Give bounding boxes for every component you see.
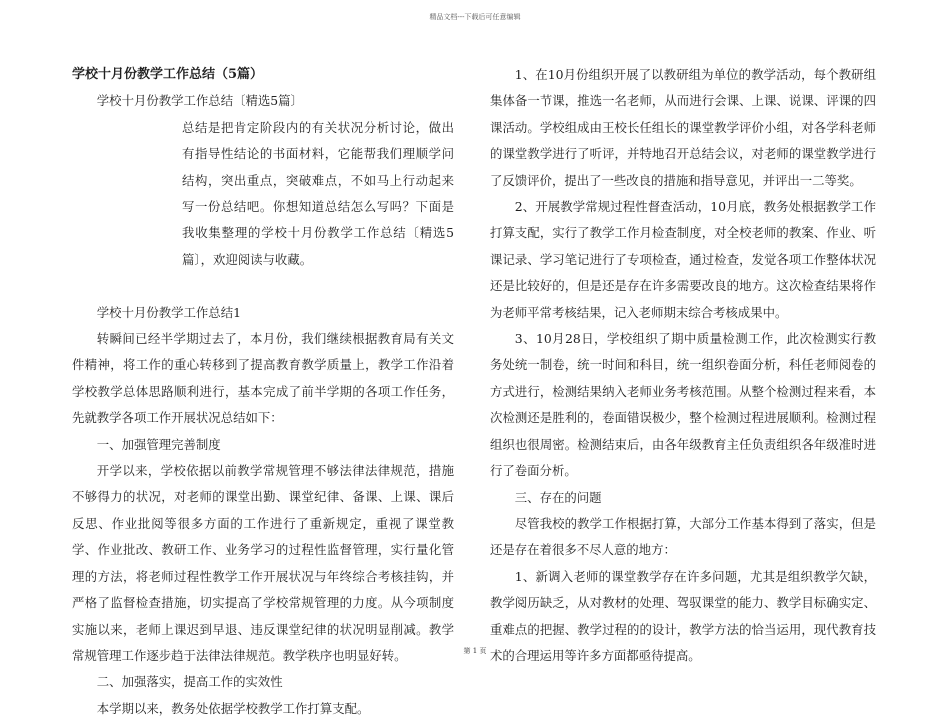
paragraph: 尽管我校的教学工作根据打算，大部分工作基本得到了落实，但是还是存在着很多不尽人意的地方： [490,515,876,558]
paragraph: 1、新调入老师的课堂教学存在许多问题，尤其是组织教学欠缺，教学阅历缺乏，从对教材的处理、驾驭课堂的能力、教学目标确实定、重难点的把握、教学过程的的设计，教学方法的恰当运用，现代教育技术的合理运用等许多方面都亟待提高。 [490,568,876,663]
heading-implementation: 二、加强落实，提高工作的实效性 [96,674,283,690]
paragraph: 1、在10月份组织开展了以教研组为单位的教学活动，每个教研组集体备一节课，推选一名老师，从而进行会课、上课、说课、评课的四课活动。学校组成由王校长任组长的课堂教学评价小组，对各学科老师的课堂教学进行了听评，并特地召开总结会议，对老师的课堂教学进行了反馈评价，提出了一些改良的措施和指导意见，并评出一二等奖。 [490,67,876,188]
intro-paragraph: 总结是把肯定阶段内的有关状况分析讨论，做出有指导性结论的书面材料，它能帮我们理顺学问结构，突出重点，突破难点，不如马上行动起来写一份总结吧。你想知道总结怎么写吗？下面是我收集整理的学校十月份教学工作总结〔精选5篇〕，欢迎阅读与收藏。 [182,119,454,267]
heading-management: 一、加强管理完善制度 [96,436,221,452]
section-title: 学校十月份教学工作总结1 [96,304,241,320]
page-number: 第 1 页 [463,647,487,655]
page-header: 精品文档---下载后可任意编辑 [429,13,521,21]
left-column [72,62,454,722]
paragraph: 转瞬间已经半学期过去了，本月份，我们继续根据教育局有关文件精神，将工作的重心转移到了提高教育教学质量上，教学工作沿着学校教学总体思路顺利进行，基本完成了前半学期的各项工作任务，先就教学各项工作开展状况总结如下： [72,331,454,426]
paragraph: 本学期以来，教务处依据学校教学工作打算支配。 [96,700,370,716]
blank-line [72,273,454,299]
right-column [490,62,876,669]
paragraph: 2、开展教学常规过程性督查活动，10月底，教务处根据教学工作打算支配，实行了教学工作月检查制度，对全校老师的教案、作业、听课记录、学习笔记进行了专项检查，通过检查，发觉各项工作整体状况还是比较好的，但是还是存在许多需要改良的地方。这次检查结果将作为老师平常考核结果，记入老师期末综合考核成果中。 [490,199,876,320]
paragraph: 开学以来，学校依据以前教学常规管理不够法律法律规范，措施不够得力的状况，对老师的课堂出勤、课堂纪律、备课、上课、课后反思、作业批阅等很多方面的工作进行了重新规定，重视了课堂教学、作业批改、教研工作、业务学习的过程性监督管理，实行量化管理的方法，将老师过程性教学工作开展状况与年终综合考核挂钩，并严格了监督检查措施，切实提高了学校常规管理的力度。从今项制度实施以来，老师上课迟到早退、违反课堂纪律的状况明显削减。教学常规管理工作逐步趋于法律法律规范。教学秩序也明显好转。 [72,463,454,663]
paragraph: 3、10月28日，学校组织了期中质量检测工作，此次检测实行教务处统一制卷，统一时间和科目，统一组织卷面分析，科任老师阅卷的方式进行，检测结果纳入老师业务考核范围。从整个检测过程来看，本次检测还是胜利的，卷面错误极少，整个检测过程进展顺利。检测过程组织也很周密。检测结束后，由各年级教育主任负责组织各年级准时进行了卷面分析。 [490,331,876,479]
heading-problems: 三、存在的问题 [514,489,602,505]
document-title: 学校十月份教学工作总结（5篇） [72,67,264,82]
document-subtitle: 学校十月份教学工作总结〔精选5篇〕 [96,93,303,109]
